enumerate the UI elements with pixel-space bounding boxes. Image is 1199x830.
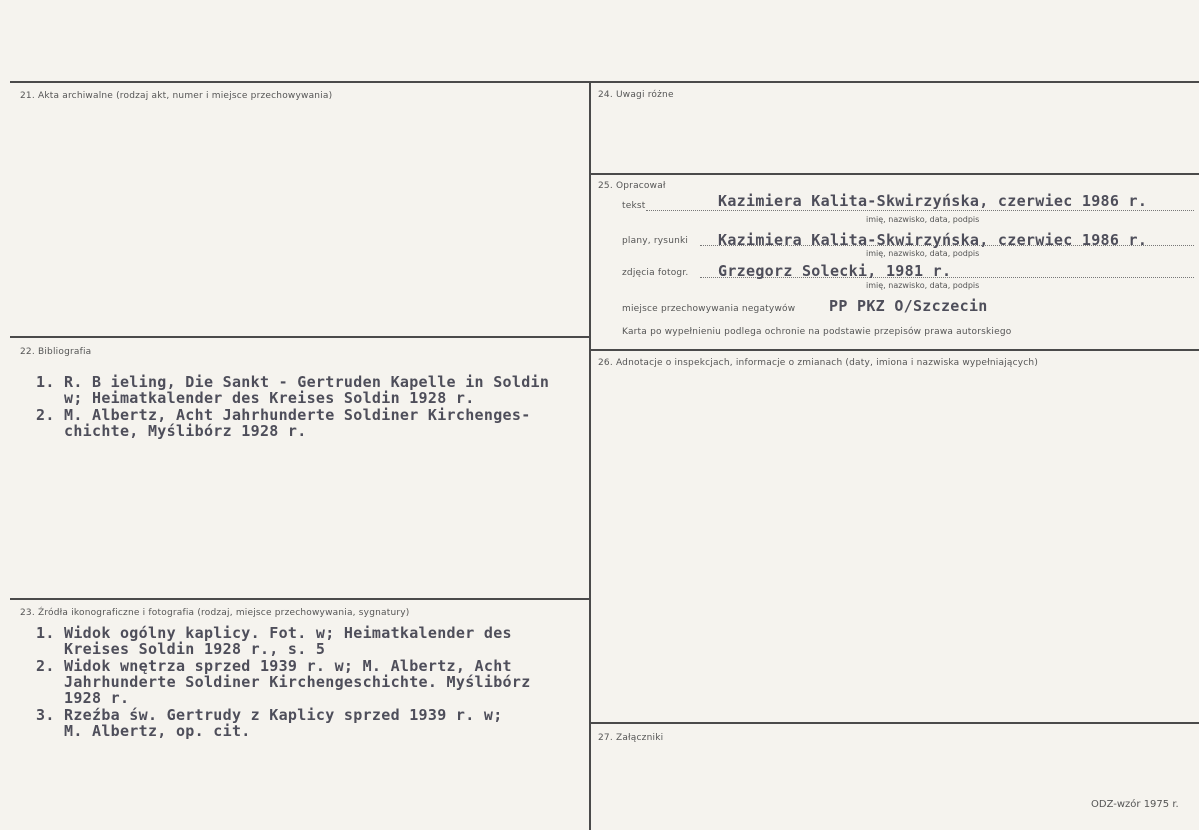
copyright-note: Karta po wypełnieniu podlega ochronie na podstawie przepisów prawa autorskiego [622, 327, 1012, 337]
negatywy-label: miejsce przechowywania negatywów [622, 304, 796, 314]
right-divider-25-26 [590, 349, 1199, 351]
tekst-caption: imię, nazwisko, data, podpis [866, 215, 980, 224]
zdjecia-value: Grzegorz Solecki, 1981 r. [718, 262, 952, 280]
left-divider-21-22 [10, 336, 590, 338]
section-25-label: 25. Opracował [598, 181, 666, 191]
bibliography-line: chichte, Myślibórz 1928 r. [36, 422, 307, 440]
iconography-line: 1. Widok ogólny kaplicy. Fot. w; Heimatkalender des [36, 624, 512, 642]
tekst-label: tekst [622, 201, 646, 211]
zdjecia-label: zdjęcia fotogr. [622, 268, 689, 278]
bibliography-line: w; Heimatkalender des Kreises Soldin 1928 r. [36, 389, 475, 407]
right-divider-24-25 [590, 173, 1199, 175]
bibliography-line: 1. R. B ieling, Die Sankt - Gertruden Kapelle in Soldin [36, 373, 550, 391]
section-24-label: 24. Uwagi różne [598, 90, 674, 100]
plany-value: Kazimiera Kalita-Skwirzyńska, czerwiec 1986 r. [718, 231, 1148, 249]
section-22-label: 22. Bibliografia [20, 347, 92, 357]
right-divider-26-27 [590, 722, 1199, 724]
iconography-line: 1928 r. [36, 689, 130, 707]
section-27-label: 27. Załączniki [598, 733, 664, 743]
iconography-line: 2. Widok wnętrza sprzed 1939 r. w; M. Albertz, Acht [36, 657, 512, 675]
tekst-value: Kazimiera Kalita-Skwirzyńska, czerwiec 1986 r. [718, 192, 1148, 210]
form-template-footer: ODZ-wzór 1975 r. [1091, 799, 1179, 810]
iconography-line: M. Albertz, op. cit. [36, 722, 251, 740]
plany-label: plany, rysunki [622, 236, 689, 246]
center-divider-line [589, 81, 591, 830]
tekst-dotted-line [646, 210, 1194, 211]
negatywy-value: PP PKZ O/Szczecin [829, 297, 988, 315]
zdjecia-caption: imię, nazwisko, data, podpis [866, 281, 980, 290]
iconography-line: 3. Rzeźba św. Gertrudy z Kaplicy sprzed 1939 r. w; [36, 706, 503, 724]
bibliography-line: 2. M. Albertz, Acht Jahrhunderte Soldiner Kirchenges- [36, 406, 531, 424]
plany-caption: imię, nazwisko, data, podpis [866, 249, 980, 258]
section-26-label: 26. Adnotacje o inspekcjach, informacje o zmianach (daty, imiona i nazwiska wypełniających) [598, 358, 1039, 368]
top-border-line [10, 81, 1199, 83]
section-23-label: 23. Źródła ikonograficzne i fotografia (rodzaj, miejsce przechowywania, sygnatury) [20, 608, 410, 618]
section-21-label: 21. Akta archiwalne (rodzaj akt, numer i miejsce przechowywania) [20, 91, 333, 101]
left-divider-22-23 [10, 598, 590, 600]
iconography-line: Kreises Soldin 1928 r., s. 5 [36, 640, 326, 658]
iconography-line: Jahrhunderte Soldiner Kirchengeschichte. Myślibórz [36, 673, 531, 691]
